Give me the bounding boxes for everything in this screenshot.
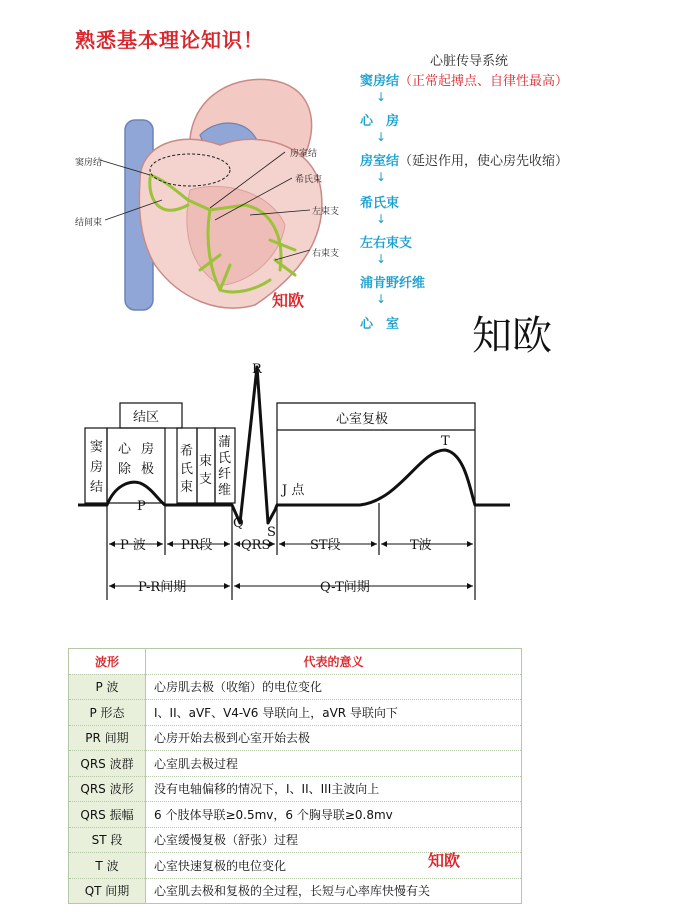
page-title: 熟悉基本理论知识！ <box>75 28 264 52</box>
table-cell-waveform: ST 段 <box>69 827 146 853</box>
ecg-diagram <box>0 355 690 610</box>
ecg-wave-s: S <box>267 525 276 540</box>
table-cell-waveform: QRS 波群 <box>69 751 146 777</box>
table-row <box>69 878 522 904</box>
ecg-seg-pr: PR段 <box>181 538 213 553</box>
table-cell-meaning: 心房开始去极到心室开始去极 <box>146 725 522 751</box>
table-cell-meaning: 心室缓慢复极（舒张）过程 <box>146 827 522 853</box>
ecg-bundle-char-1: 束 <box>199 454 213 469</box>
ecg-label-jieq: 结区 <box>133 410 160 425</box>
ecg-atrial-char-2: 除 <box>118 462 132 477</box>
table-row <box>69 674 522 700</box>
table-cell-meaning: 心室快速复极的电位变化 <box>146 853 522 879</box>
ecg-purkinje-char-4: 维 <box>218 483 232 498</box>
conduction-title: 心脏传导系统 <box>430 54 509 69</box>
conduction-step <box>360 192 399 211</box>
down-arrow-icon: ↓ <box>376 170 387 184</box>
conduction-step <box>360 110 399 129</box>
table-cell-waveform: P 形态 <box>69 700 146 726</box>
ecg-seg-qrs: QRS <box>241 538 271 553</box>
conduction-step <box>360 313 399 332</box>
ecg-wave-p: P <box>137 499 146 514</box>
table-row <box>69 776 522 802</box>
ecg-interval-pr: P-R间期 <box>138 580 187 595</box>
table-cell-meaning: I、II、aVF、V4-V6 导联向上，aVR 导联向下 <box>146 700 522 726</box>
table-row <box>69 751 522 777</box>
ecg-his-char-2: 氏 <box>180 462 194 477</box>
ecg-purkinje-char-2: 氏 <box>218 451 232 466</box>
ecg-bundle-char-2: 支 <box>199 472 213 487</box>
conduction-step-label: 心 室 <box>360 317 400 332</box>
ecg-purkinje-char-3: 纤 <box>218 467 232 482</box>
ecg-wave-q: Q <box>233 516 244 531</box>
ecg-j-point: J 点 <box>282 483 305 498</box>
ecg-his-char-3: 束 <box>180 480 194 495</box>
table-cell-waveform: P 波 <box>69 674 146 700</box>
ecg-seg-p-wave: P 波 <box>120 538 146 553</box>
ecg-atrial-char-4: 极 <box>141 462 155 477</box>
ecg-wave-r: R <box>252 362 262 377</box>
down-arrow-icon: ↓ <box>376 292 387 306</box>
watermark-big: 知欧 <box>472 313 552 359</box>
ecg-purkinje-char-1: 蒲 <box>218 435 232 450</box>
label-left-branch: 左束支 <box>312 207 340 217</box>
ecg-seg-t-wave: T波 <box>410 538 432 553</box>
conduction-step-note: （延迟作用，使心房先收缩） <box>399 154 569 169</box>
table-cell-waveform: QRS 波形 <box>69 776 146 802</box>
table-cell-meaning: 6 个肢体导联≥0.5mv，6 个胸导联≥0.8mv <box>146 802 522 828</box>
ecg-atrial-char-1: 心 <box>118 442 132 457</box>
table-cell-waveform: QT 间期 <box>69 878 146 904</box>
ecg-atrial-char-3: 房 <box>141 442 155 457</box>
conduction-step <box>360 232 412 251</box>
table-cell-waveform: PR 间期 <box>69 725 146 751</box>
table-row <box>69 725 522 751</box>
ecg-wave-t: T <box>441 434 450 449</box>
conduction-step-note: （正常起搏点、自律性最高） <box>399 74 569 89</box>
table-cell-waveform: T 波 <box>69 853 146 879</box>
conduction-step <box>360 70 568 89</box>
ecg-seg-st: ST段 <box>310 538 341 553</box>
conduction-step-label: 窦房结 <box>360 74 400 89</box>
ecg-label-ventricle-repol: 心室复极 <box>336 412 389 427</box>
down-arrow-icon: ↓ <box>376 130 387 144</box>
table-cell-meaning: 心房肌去极（收缩）的电位变化 <box>146 674 522 700</box>
table-cell-meaning: 心室肌去极和复极的全过程，长短与心率库快慢有关 <box>146 878 522 904</box>
conduction-step-label: 浦肯野纤维 <box>360 276 426 291</box>
conduction-step <box>360 272 425 291</box>
heart-illustration <box>70 60 340 320</box>
table-header-waveform: 波形 <box>69 649 146 675</box>
ecg-sinus-char-1: 窦 <box>90 440 104 455</box>
down-arrow-icon: ↓ <box>376 252 387 266</box>
down-arrow-icon: ↓ <box>376 90 387 104</box>
conduction-step-label: 希氏束 <box>360 196 400 211</box>
table-cell-meaning: 心室肌去极过程 <box>146 751 522 777</box>
ecg-his-char-1: 希 <box>180 444 194 459</box>
conduction-step-label: 左右束支 <box>360 236 413 251</box>
table-cell-waveform: QRS 振幅 <box>69 802 146 828</box>
label-sinus-node: 窦房结 <box>75 158 103 168</box>
down-arrow-icon: ↓ <box>376 212 387 226</box>
watermark-red-2: 知欧 <box>428 851 461 870</box>
conduction-step-label: 心 房 <box>360 114 400 129</box>
label-his-bundle: 希氏束 <box>295 175 323 185</box>
table-header-meaning: 代表的意义 <box>146 649 522 675</box>
conduction-step <box>360 150 568 169</box>
conduction-step-label: 房室结 <box>360 154 400 169</box>
ecg-interval-qt: Q-T间期 <box>320 580 370 595</box>
table-row <box>69 700 522 726</box>
label-right-branch: 右束支 <box>312 249 340 259</box>
label-av-node: 房室结 <box>290 149 318 159</box>
table-cell-meaning: 没有电轴偏移的情况下，I、II、III主波向上 <box>146 776 522 802</box>
ecg-sinus-char-3: 结 <box>90 480 104 495</box>
watermark-red-1: 知欧 <box>272 291 305 310</box>
table-row <box>69 802 522 828</box>
ecg-sinus-char-2: 房 <box>90 460 104 475</box>
label-internodal: 结间束 <box>75 218 103 228</box>
